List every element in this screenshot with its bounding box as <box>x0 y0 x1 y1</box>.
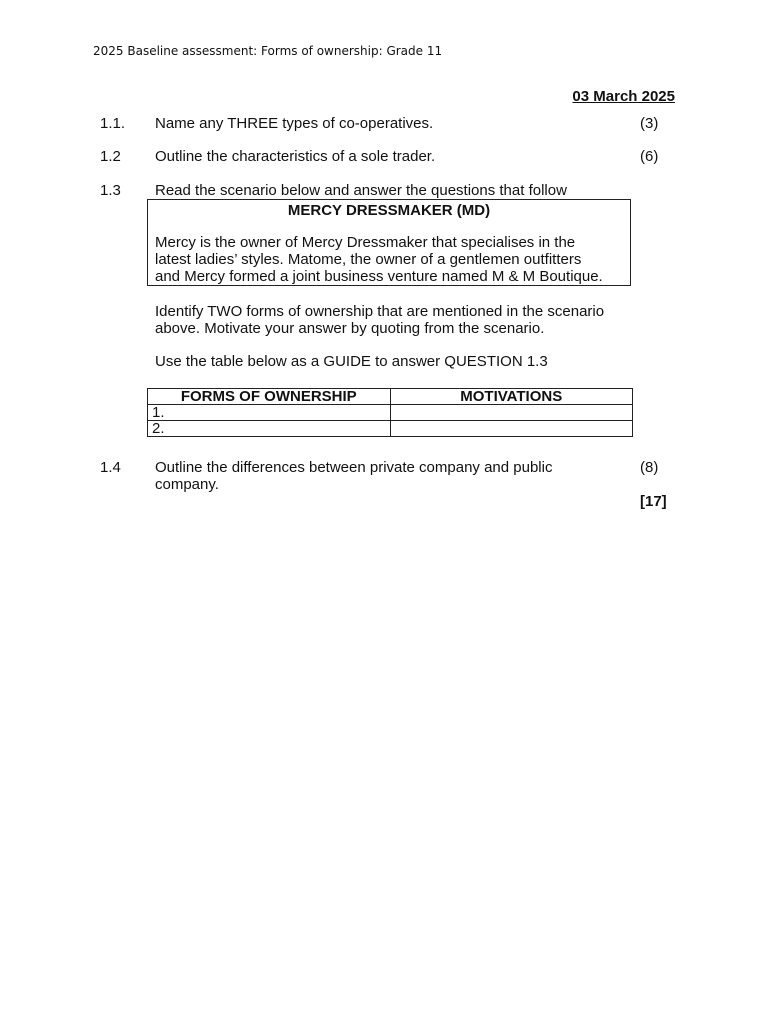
question-number: 1.2 <box>100 148 121 165</box>
total-marks: [17] <box>640 493 667 510</box>
scenario-line: and Mercy formed a joint business venture named M & M Boutique. <box>155 268 603 285</box>
table-header-row <box>148 389 633 405</box>
question-marks: (3) <box>640 115 659 132</box>
scenario-text <box>155 234 603 285</box>
scenario-line: latest ladies’ styles. Matome, the owner of a gentlemen outfitters <box>155 251 582 268</box>
question-marks: (6) <box>640 148 659 165</box>
table-cell <box>390 421 633 437</box>
question-line: company. <box>155 476 219 493</box>
guide-text: Use the table below as a GUIDE to answer QUESTION 1.3 <box>155 353 548 370</box>
question-text: Name any THREE types of co-operatives. <box>155 115 434 132</box>
table-row <box>148 405 633 421</box>
question-line: Outline the differences between private company and public <box>155 459 553 476</box>
assessment-date: 03 March 2025 <box>572 88 675 105</box>
table-cell: 2. <box>148 421 391 437</box>
question-text: Read the scenario below and answer the questions that follow <box>155 182 567 199</box>
instruction-text <box>155 303 604 337</box>
question-text: Outline the characteristics of a sole trader. <box>155 148 436 165</box>
table-cell <box>390 405 633 421</box>
instruction-line: Identify TWO forms of ownership that are mentioned in the scenario <box>155 303 605 320</box>
answer-guide-table <box>147 388 633 437</box>
question-number: 1.4 <box>100 459 121 476</box>
table-cell: 1. <box>148 405 391 421</box>
question-number: 1.1. <box>100 115 126 132</box>
column-header: FORMS OF OWNERSHIP <box>148 389 391 405</box>
scenario-title: MERCY DRESSMAKER (MD) <box>287 202 491 219</box>
scenario-line: Mercy is the owner of Mercy Dressmaker that specialises in the <box>155 234 576 251</box>
question-number: 1.3 <box>100 182 121 199</box>
page-header: 2025 Baseline assessment: Forms of ownership: Grade 11 <box>93 44 443 58</box>
instruction-line: above. Motivate your answer by quoting from the scenario. <box>155 320 545 337</box>
question-marks: (8) <box>640 459 659 476</box>
scenario-box <box>147 199 631 286</box>
table-row <box>148 421 633 437</box>
column-header: MOTIVATIONS <box>390 389 633 405</box>
question-text <box>155 459 552 493</box>
